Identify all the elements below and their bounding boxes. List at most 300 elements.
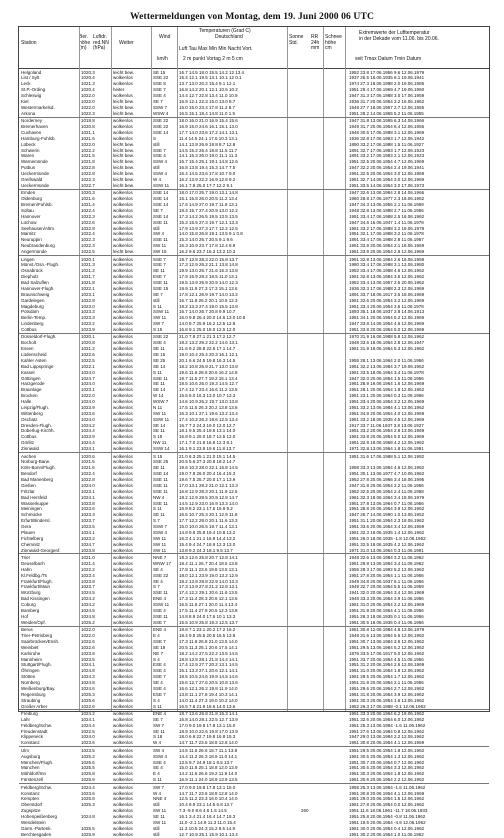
weather: wolkenlos [113,541,133,547]
temperatures: 16.4 14.5 23.6 17.8 10.7 9.0 [179,171,236,177]
wind: SSE 25 [153,459,169,465]
weather: wolkenlos [113,309,133,315]
station-name: Marnitz [21,231,36,237]
temperatures: 14.6 10.9 26.2 19.7 13.0 13.8 [179,399,238,405]
station-name: Würzburg [21,590,41,596]
station-name: Hannover-Flugh. [21,285,55,291]
wind: SSE 22 [153,124,169,130]
weather: wolkenlos [113,196,133,202]
pressure: 1022.6 [81,638,95,644]
weather: leicht bew. [113,159,135,165]
station-name: Hannover [21,213,41,219]
station-group [19,189,489,255]
extremes: 1891 33.7 18.06.1917 3.5 18.06.1969 [349,291,425,297]
wind: SE 7 [153,716,163,722]
pressure: 1023.9 [81,434,95,440]
station-name: Bad Lippspringe [21,363,54,369]
extremes: 1951 31.0 20.06.1954 1.8 12.06.1962 [349,668,425,674]
wind: S 18 [153,734,163,740]
extremes: 1951 30.8 20.06.1954 4.1 12.06.1969 [349,740,425,746]
wind: SSE 7 [153,256,166,262]
extremes: 1951 29.5 20.06.1954 1.8 12.06.1962 [349,747,425,753]
extremes: 1949 31.7 20.06.1954 6.4 12.06.1956 [349,124,425,130]
pressure: 1024.7 [81,375,95,381]
weather: wolkenlos [113,488,133,494]
station-name: Schmücke [21,512,43,518]
wind: SE 25 [153,357,166,363]
temperatures: 18.3 12.6 25.8 20.7 12.8 14.1 [179,555,238,561]
temperatures: 18.4 15.7 27.4 20.9 13.0 12.2 [179,207,238,213]
station-name: Hohenpeißenberg [21,814,58,820]
wind: SSE 4 [153,607,166,613]
pressure: 1022.0 [81,93,95,99]
pressure: 1024.5 [81,590,95,596]
pressure: 1023.9 [81,404,95,410]
pressure: 1023.2 [81,321,95,327]
temperatures: 14.5 15.2 26.4 18.8 11.5 11.7 [179,147,238,153]
station-name: Ulm [21,747,29,753]
weather: wolkenlos [113,124,133,130]
wind: SW 11 [153,243,167,249]
wind: SSE 8 [153,81,166,87]
extremes: 1951 30.2 20.06.1954 1.0 11.06.1962 [349,831,424,837]
weather: wolkenlos [113,784,133,790]
temperatures: 17.9 13.9 27.3 17.7 12.2 12.5 [179,225,238,231]
pressure: 1022.3 [81,176,95,182]
temperatures: 18.2 10.8 26.9 21.7 13.0 13.8 [179,363,238,369]
weather: wolkenlos [113,613,133,619]
wind: S 7 [153,584,160,590]
temperatures: 21.0 6.3 25.1 21.0 15.1 14.5 [179,453,236,459]
wind: SE 18 [153,644,166,650]
temperatures: 17.5 11.4 27.9 20.5 12.3 13.8 [179,607,238,613]
wind: SSE 7 [153,262,166,268]
wind: SE 11 [153,512,165,518]
temperatures: 16.5 7.8 21.9 18.6 14.0 13.6 [179,703,236,709]
wind: SSE 22 [153,75,169,81]
wind: SSE 22 [153,118,169,124]
wind: SE 14 [153,363,166,369]
pressure: 1025.8 [81,771,95,777]
weather: wolkenlos [113,697,133,703]
pressure: 1024.4 [81,428,95,434]
weather: wolkenlos [113,566,133,572]
pressure: 1024.4 [81,722,95,728]
station-name: Trier-Petrisberg [21,633,53,638]
page-title: Wettermeldungen von Montag, dem 19. Juni 2000 06 UTC [130,11,374,22]
weather: wolkenlos [113,808,133,814]
extremes: 1951 19.5 20.06.1954 -4.9 12.06.1962 [349,819,426,825]
pressure: 1022.0 [81,98,95,104]
pressure: 1020.3 [81,190,95,196]
pressure: 1025.9 [81,831,95,837]
header-temperatures: Temperaturen (Grad C) [199,28,251,34]
header-snow: Schnee höhe cm [325,34,342,52]
station-name: Meiningen [21,506,42,512]
extremes: 1951 29.0 20.06.1954 1.5 12.06.1962 [349,796,425,802]
temperatures: 20.1 6.6 24.5 19.8 16.3 14.5 [179,357,236,363]
weather: wolkenlos [113,506,133,512]
weather: wolkenlos [113,590,133,596]
station-name: Wendelstein [21,819,46,825]
pressure: 1023.3 [81,512,95,518]
pressure: 1022.0 [81,627,95,633]
pressure: 1024.8 [81,680,95,685]
pressure: 1023.9 [81,327,95,332]
temperatures: 21.6 9.2 28.8 22.6 17.1 14.7 [179,346,236,352]
temperatures: 16.9 8.2 23.1 17.6 15.6 9.2 [179,506,233,512]
extremes: 1951 32.5 20.06.1954 4.7 12.06.1969 [349,159,425,165]
temperatures: 15.3 15.5 27.3 19.7 12.1 13.3 [179,219,238,225]
pressure: 1024.6 [81,685,95,691]
wind: SSW 7 [153,104,168,110]
station-name: Frankfurt/Flugh. [21,578,53,584]
temperatures: 17.4 12.2 29.1 20.6 11.6 13.5 [179,590,238,596]
station-name: Kassel [21,369,35,375]
pressure: 1024.2 [81,596,95,602]
temperatures: 15.3 14.0 26.7 20.5 9.1 9.6 [179,237,233,243]
temperatures: 16.7 11.8 26.2 20.1 10.5 12.3 [179,297,238,303]
extremes: 1891 32.7 17.06.1983 1.7 12.06.1923 [349,147,425,153]
weather: wolkenlos [113,656,133,662]
temperatures: 17.4 10.2 26.2 19.6 12.5 13.4 [179,416,238,422]
wind: SW 11 [153,819,167,825]
temperatures: 19.6 11.6 28.6 20.6 16.2 14.8 [179,369,238,375]
weather: wolkenlos [113,771,133,777]
weather: wolkenlos [113,422,133,428]
station-name: Schwerin [21,147,40,153]
weather: wolkenlos [113,710,133,716]
weather: wolkenlos [113,446,133,452]
weather: wolkenlos [113,535,133,541]
wind: SE 14 [153,422,166,428]
temperatures: 18.2 12.9 28.5 20.9 12.8 14.7 [179,494,238,500]
station-name: Saarbrücken/Ensh. [21,638,60,644]
weather: wolkenlos [113,237,133,243]
weather: leicht bew. [113,153,135,159]
wind: SSW 4 [153,159,168,165]
temperatures: 16.1 3.4 21.4 16.4 14.7 15.3 [179,814,236,820]
wind: SE 4 [153,578,163,584]
pressure: 1024.5 [81,607,95,613]
station-name: Göttingen [21,375,41,381]
weather: wolkenlos [113,321,133,327]
extremes: 1960 28.8 17.06.1977 2.3 18.06.1962 [349,196,425,202]
pressure: 1022.3 [81,237,95,243]
weather: wolkenlos [113,494,133,500]
weather: wolkenlos [113,831,133,837]
wind: SSW 11 [153,602,170,608]
pressure: 1023.6 [81,410,95,416]
wind: SSE 4 [153,340,166,346]
temperatures: 15.0 15.0 23.4 17.8 11.2 8.7 [179,104,235,110]
table-row [19,111,489,117]
table-row [19,740,489,746]
temperatures: 16.2 13.9 22.2 16.9 12.8 9.2 [179,176,236,182]
pressure: 1021.0 [81,555,95,561]
extremes: 1951 31.9 20.06.1954 2.1 11.06.1956 [349,680,424,685]
station-name: Plauen [21,529,36,535]
wind: SSE 4 [153,668,166,674]
weather: wolkenlos [113,399,133,405]
extremes: 1955 28.3 17.06.1992 5.2 12.06.1962 [349,566,425,572]
station-name: Coburg [21,602,36,608]
extremes: 1951 27.6 13.06.1984 0.8 12.06.1962 [349,728,425,734]
extremes: 1948 32.8 13.06.1988 2.7 11.06.1956 [349,207,424,213]
temperatures: 16.7 7.2 24.3 19.0 12.0 12.7 [179,422,236,428]
station-name: Konstanz [21,740,40,746]
station-name: Augsburg [21,753,41,759]
extremes: 1951 33.8 20.06.1954 5.0 12.06.1969 [349,434,425,440]
station-name: Potsdam [21,309,39,315]
pressure: 1023.4 [81,572,95,578]
wind: S 11 [153,506,162,512]
extremes: 1955 28.1 13.06.1964 2.0 11.06.1956 [349,357,424,363]
wind: SW 11 [153,315,167,321]
temperatures: 19.6 7.5 25.7 20.0 17.1 13.9 [179,477,236,483]
weather: wolkenlos [113,685,133,691]
station-name: Lindenberg [21,321,44,327]
wind: SW 11 [153,410,167,416]
wind: SSE 7 [153,147,166,153]
wind: SW 11 [153,541,167,547]
weather: wolkenlos [113,262,133,268]
temperatures: 19.7 13.8 28.3 22.0 15.8 13.7 [179,256,238,262]
extremes: 1951 27.8 20.06.1954 0.0 12.06.1962 [349,802,425,808]
wind: SE 15 [153,352,166,358]
header-temp-sub: 2 m punkt Vortag 2 m 5 cm [183,56,243,62]
extremes: 1951 32.8 18.06.1968 4.2 12.06.1962 [349,440,425,446]
extremes: 1947 31.3 17.06.1988 3.0 17.06.1959 [349,93,425,99]
wind: S 4 [153,656,160,662]
header-wind: Wind [159,34,171,40]
weather: leicht bew. [113,147,135,153]
station-name: Großer Arber [21,703,48,709]
wind: SW 4 [153,747,165,753]
weather: wolkenlos [113,428,133,434]
wind: S 11 [153,369,162,375]
extremes: 1947 31.9 20.06.1954 2.2 11.06.1956 [349,482,424,488]
temperatures: 16.1 7.9 25.0 17.7 12.2 9.1 [179,182,233,188]
wind: still [153,141,160,147]
temperatures: 15.5 6.0 16.3 13.0 10.7 13.3 [179,393,236,399]
pressure: 1021.5 [81,153,95,159]
temperatures: 13.5 9.7 24.9 18.1 8.5 13.7 [179,759,233,765]
station-name: Doberlug-Kirchh. [21,428,55,434]
extremes: 1951 30.6 20.06.1954 2.2 12.06.1962 [349,777,425,783]
temperatures: 16.3 10.9 23.7 17.8 12.4 8.9 [179,243,236,249]
temperatures: 12.7 10.9 25.1 15.9 10.1 13.4 [179,831,238,837]
temperatures: 14.0 8.7 25.9 16.2 12.5 12.8 [179,321,236,327]
pressure: 1022.3 [81,110,95,116]
extremes: 1951 32.5 20.06.1954 3.0 12.06.1969 [349,171,425,177]
extremes: 1948 30.5 17.06.1988 3.1 12.06.1969 [349,129,425,135]
wind: still [153,225,160,231]
temperatures: 17.3 14.2 26.5 19.5 13.5 13.5 [179,213,238,219]
weather: leicht bew. [113,171,135,177]
temperatures: 12.5 11.2 23.3 16.0 10.4 14.0 [179,796,238,802]
pressure: 1024.8 [81,668,95,674]
extremes: 1951 33.6 20.06.1954 3.4 12.06.1969 [349,524,425,530]
pressure: 1024.4 [81,784,95,790]
temperatures: 18.1 9.5 25.4 19.6 13.1 14.0 [179,428,236,434]
pressure: 1022.8 [81,165,95,171]
extremes: 1951 33.5 14.06.1954 3.0 17.06.1973 [349,182,425,188]
weather: wolkenlos [113,572,133,578]
weather: wolkenlos [113,315,133,321]
weather: wolkenlos [113,243,133,249]
station-name: Seehausen/Altm. [21,225,56,231]
temperatures: 13.8 9.2 24.3 18.1 9.5 13.7 [179,547,233,553]
station-name: Weißenburg/Bay. [21,685,56,691]
pressure: 1021.6 [81,135,95,141]
station-name: Bendorf [21,471,37,477]
station-name: Regensburg [21,691,46,697]
wind: N 11 [153,404,163,410]
wind: SSW 7 [153,524,168,530]
wind: ESE 7 [153,274,166,280]
pressure: 1023.5 [81,524,95,530]
wind: SE 11 [153,381,165,387]
weather: wolkenlos [113,381,133,387]
wind: SSE 11 [153,219,168,225]
pressure: 1022.1 [81,363,95,369]
weather: wolkenlos [113,500,133,506]
temperatures: 21.0 7.8 27.1 21.3 17.2 12.7 [179,334,236,340]
pressure: 1022.7 [81,182,95,188]
station-name: Braunschweig [21,291,50,297]
wind: SW 7 [153,321,165,327]
station-name: Oschatz [21,416,38,422]
station-name: Wittenberg [21,410,43,416]
pressure: 1021.3 [81,262,95,268]
wind: SSE 11 [153,488,168,494]
extremes: 1937 26.5 16.06.1935 8.1 19.06.1941 [349,75,425,81]
temperatures: 11.4 14.5 24.1 17.6 10.3 13.1 [179,135,238,141]
weather: wolkenlos [113,740,133,746]
extremes: 1951 33.5 18.06.1964 3.4 11.06.1978 [349,369,424,375]
extremes: 1951 26.0 18.06.1935 -1.8 12.06.1962 [349,535,426,541]
pressure: 1024.0 [81,399,95,405]
extremes: 1951 28.1 20.06.1954 1.8 12.06.1962 [349,387,425,393]
pressure: 1021.8 [81,159,95,165]
pressure: 1024.1 [81,716,95,722]
table-row [19,704,489,710]
weather: wolkenlos [113,802,133,808]
weather: leicht bew. [113,104,135,110]
station-name: Bad Kissingen [21,596,50,602]
temperatures: 16.8 14.2 20.1 12.1 10.5 10.2 [179,87,238,93]
pressure: 1025.3 [81,691,95,697]
weather: wolkenlos [113,650,133,656]
extremes: 1958 33.3 13.06.1984 4.6 12.06.1962 [349,465,425,471]
station-name: Halle [21,399,32,405]
temperatures: 11.3 10.5 24.3 15.2 8.5 14.9 [179,825,235,831]
station-name: Gießen [21,482,36,488]
pressure: 1021.4 [81,202,95,208]
pressure: 1022.8 [81,225,95,231]
station-name: Gera [21,524,32,530]
weather: wolkenlos [113,668,133,674]
wind: SE 7 [153,207,163,213]
extremes: 1952 27.8 20.06.1966 3.4 18.06.1995 [349,477,425,483]
wind: SE 4 [153,566,163,572]
wind: WNW 17 [153,560,171,566]
wind: S 7 [153,518,160,524]
temperatures: 17.4 12.9 27.7 20.2 13.1 14.5 [179,662,238,668]
temperatures: 16.9 11.1 24.0 18.9 13.9 13.5 [179,777,238,783]
wind: S 15 [153,434,163,440]
wind: SSE 11 [153,477,168,483]
station-name: Wasserkuppe [21,500,49,506]
pressure: 1023.6 [81,790,95,796]
pressure: 1024.8 [81,814,95,820]
extremes: 1951 34.9 20.06.1954 4.0 12.06.1969 [349,410,425,416]
pressure: 1022.8 [81,171,95,177]
pressure: 1020.4 [81,87,95,93]
station-name: Trier [21,555,31,561]
pressure: 1021.6 [81,196,95,202]
station-name: Görlitz [21,440,35,446]
temperatures: 13.7 13.0 20.2 15.4 9.1 12.1 [179,81,236,87]
weather: wolkenlos [113,327,133,332]
extremes: 1941 32.0 20.06.1954 3.4 12.06.1969 [349,590,425,596]
weather: wolkenlos [113,207,133,213]
pressure: 1020.8 [81,340,95,346]
pressure: 1024.0 [81,482,95,488]
wind: SSE 14 [153,196,169,202]
pressure: 1023.1 [81,488,95,494]
pressure: 1023.8 [81,578,95,584]
temperatures: 16.7 14.5 18.0 15.5 14.2 12 13.4 [179,69,245,75]
wind: SSE 7 [153,638,166,644]
extremes: 1951 30.5 20.06.1954 1.3 12.06.1962 [349,753,425,759]
extremes: 1951 28.8 20.06.1954 3.9 12.06.1962 [349,506,425,512]
wind: SSE 4 [153,153,166,159]
wind: SW 4 [153,231,165,237]
temperatures: 7.3 -9.0 8.6 4.5 1.5 14.5 [179,808,227,814]
weather: wolkenlos [113,231,133,237]
wind: still [153,165,160,171]
extremes: 1893 35.1 18.06.1937 3.8 14.06.1913 [349,309,425,315]
table-row [19,832,489,838]
weather: wolkenlos [113,524,133,530]
weather: leicht bew. [113,110,135,116]
extremes: 1876 33.5 17.06.1917 5.0 12.06.1962 [349,650,425,656]
pressure: 1025.2 [81,619,95,625]
extremes: 1948 33.3 20.06.1954 3.9 11.06.1956 [349,596,424,602]
wind: ESE 7 [153,691,166,697]
weather: wolkenlos [113,357,133,363]
station-name: Nürburg-Barw. [21,459,51,465]
extremes: 1951 31.9 18.06.1964 5.3 12.06.1962 [349,346,425,352]
station-name: Straubing [21,697,41,703]
extremes: 1974 27.3 18.06.1998 2.0 19.06.1985 [349,81,425,87]
station-name: Ueckermünde [21,182,50,188]
pressure: 1024.8 [81,613,95,619]
temperatures: 14.4 12.7 22.8 13.4 11.0 10.9 [179,93,238,99]
station-name: Feldberg/Schw. [21,722,53,728]
weather: wolkenlos [113,547,133,553]
temperatures: 17.8 11.1 23.6 19.8 13.5 13.1 [179,566,238,572]
temperatures: 16.7 15.4 25.1 19.1 14.8 12.6 [179,159,238,165]
station-name: Emden [21,190,36,196]
temperatures: 16.8 13.8 19.4 15.3 14.7 7.5 [179,165,236,171]
station-name: Helgoland [21,69,42,75]
extremes: 1951 33.9 20.06.1954 2.9 12.06.1969 [349,249,425,255]
pressure: 1025.6 [81,759,95,765]
weather: wolkenlos [113,303,133,309]
